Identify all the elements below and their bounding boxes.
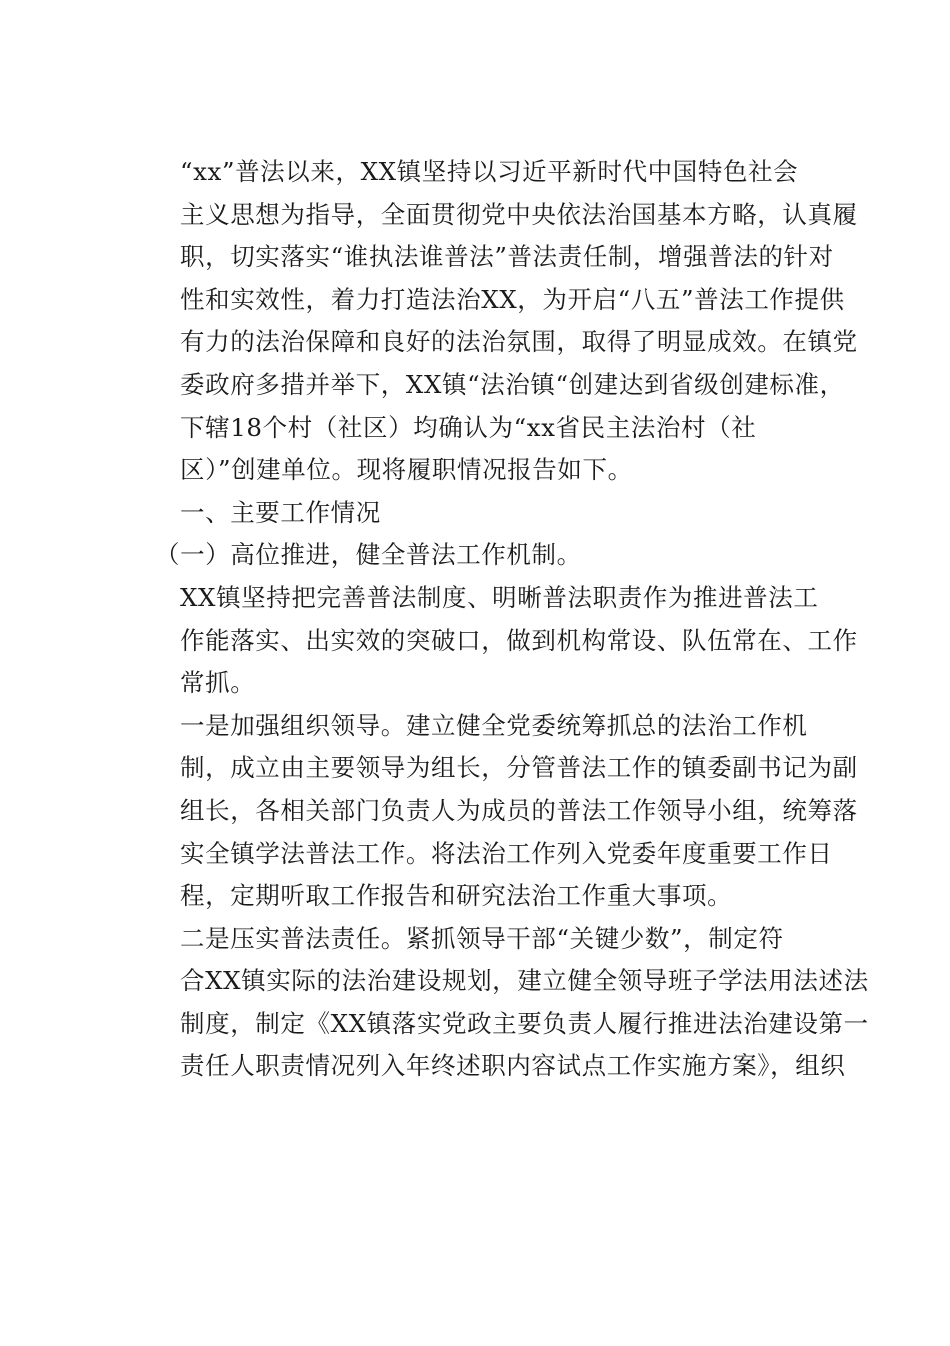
text-line: 实全镇学法普法工作。将法治工作列入党委年度重要工作日 [180,838,833,868]
text-line: 作能落实、出实效的突破口，做到机构常设、队伍常在、工作 [180,625,858,655]
text-line: 制，成立由主要领导为组长，分管普法工作的镇委副书记为副 [180,753,858,783]
text-line: 责任人职责情况列入年终述职内容试点工作实施方案》，组织 [180,1051,846,1081]
paragraph-leadership [131,705,858,918]
text-line: 有力的法治保障和良好的法治氛围，取得了明显成效。在镇党 [180,327,858,357]
text-line: 主义思想为指导，全面贯彻党中央依法治国基本方略，认真履 [180,199,858,229]
text-line: 二是压实普法责任。紧抓领导干部“关键少数”，制定符 [180,923,784,953]
text-line: 程，定期听取工作报告和研究法治工作重大事项。 [180,881,733,911]
text-line: 常抓。 [180,668,256,698]
text-line: 制度，制定《XX镇落实党政主要负责人履行推进法治建设第一 [180,1008,869,1038]
text-line: （一）高位推进，健全普法工作机制。 [155,540,582,570]
paragraph-mechanism [131,577,858,705]
text-line: “xx”普法以来，XX镇坚持以习近平新时代中国特色社会 [180,157,799,186]
text-line: 委政府多措并举下，XX镇“法治镇“创建达到省级创建标准， [180,369,845,399]
text-line: 组长，各相关部门负责人为成员的普法工作领导小组，统筹落 [180,795,858,825]
document-body [131,151,869,1088]
text-line: 下辖18个村（社区）均确认为“xx省民主法治村（社 [180,412,757,442]
paragraph-responsibility [131,918,869,1088]
text-line: 区）”创建单位。现将履职情况报告如下。 [180,455,633,485]
text-line: 职，切实落实“谁执法谁普法”普法责任制，增强普法的针对 [180,242,834,272]
text-line: 合XX镇实际的法治建设规划，建立健全领导班子学法用法述法 [180,966,869,996]
text-line: 一、主要工作情况 [180,497,381,527]
subsection-heading [131,534,831,577]
text-line: XX镇坚持把完善普法制度、明晰普法职责作为推进普法工 [180,582,819,612]
text-line: 性和实效性，着力打造法治XX，为开启“八五”普法工作提供 [180,284,845,314]
section-heading [131,492,831,535]
paragraph-intro [131,151,858,492]
text-line: 一是加强组织领导。建立健全党委统筹抓总的法治工作机 [180,710,808,740]
